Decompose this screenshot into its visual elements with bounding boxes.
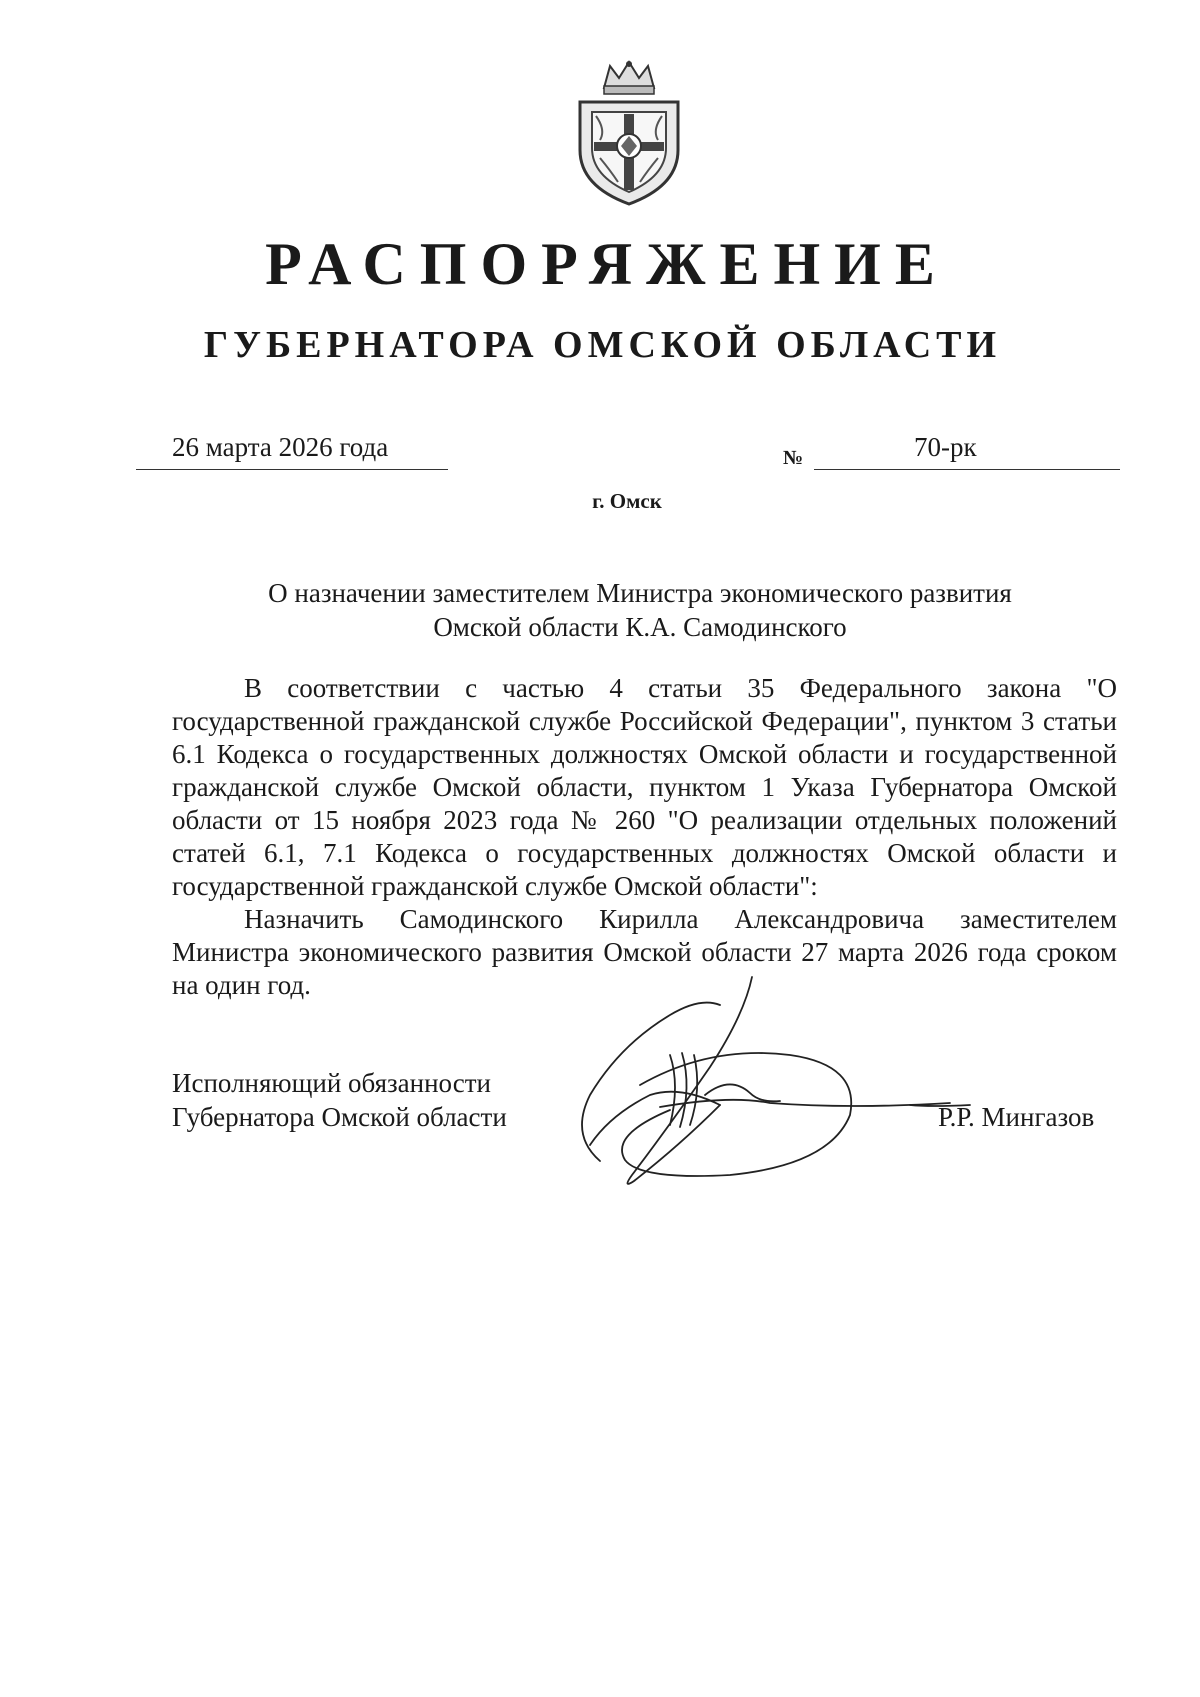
- signatory-name: Р.Р. Мингазов: [938, 1102, 1095, 1132]
- body-paragraph-2: Назначить Самодинского Кирилла Александровича заместителем Министра экономического развития Омской области 27 марта 2026 года сроком на один год.: [172, 904, 1117, 1000]
- coat-of-arms-icon: [566, 58, 692, 208]
- date-field: [136, 430, 448, 470]
- document-subtitle: ГУБЕРНАТОРА ОМСКОЙ ОБЛАСТИ: [203, 324, 1002, 366]
- number-sign: №: [783, 447, 804, 469]
- subject-line-2: Омской области К.А. Самодинского: [433, 612, 847, 642]
- document-city: г. Омск: [592, 489, 662, 513]
- document-number: 70-рк: [914, 432, 977, 462]
- subject-line-1: О назначении заместителем Министра экономического развития: [268, 578, 1012, 608]
- handwritten-signature-icon: [530, 975, 1000, 1205]
- body-paragraph-1: В соответствии с частью 4 статьи 35 Федерального закона "О государственной гражданской службе Российской Федерации", пунктом 3 статьи 6.1 Кодекса о государственных должностях Омской области и государственной гражданской службе Омской области, пунктом 1 Указа Губернатора Омской области от 15 ноября 2023 года № 260 "О реализации отдельных положений статей 6.1, 7.1 Кодекса о государственных должностях Омской области и государственной гражданской службе Омской области":: [172, 673, 1117, 901]
- signatory-position-line-1: Исполняющий обязанности: [172, 1068, 491, 1098]
- document-subject: [200, 576, 1080, 644]
- document-date: 26 марта 2026 года: [172, 432, 389, 462]
- document-body: [172, 672, 1117, 1002]
- number-field: [814, 430, 1120, 470]
- signatory-position: [172, 1066, 592, 1134]
- signatory-position-line-2: Губернатора Омской области: [172, 1102, 507, 1132]
- document-title: РАСПОРЯЖЕНИЕ: [265, 231, 949, 297]
